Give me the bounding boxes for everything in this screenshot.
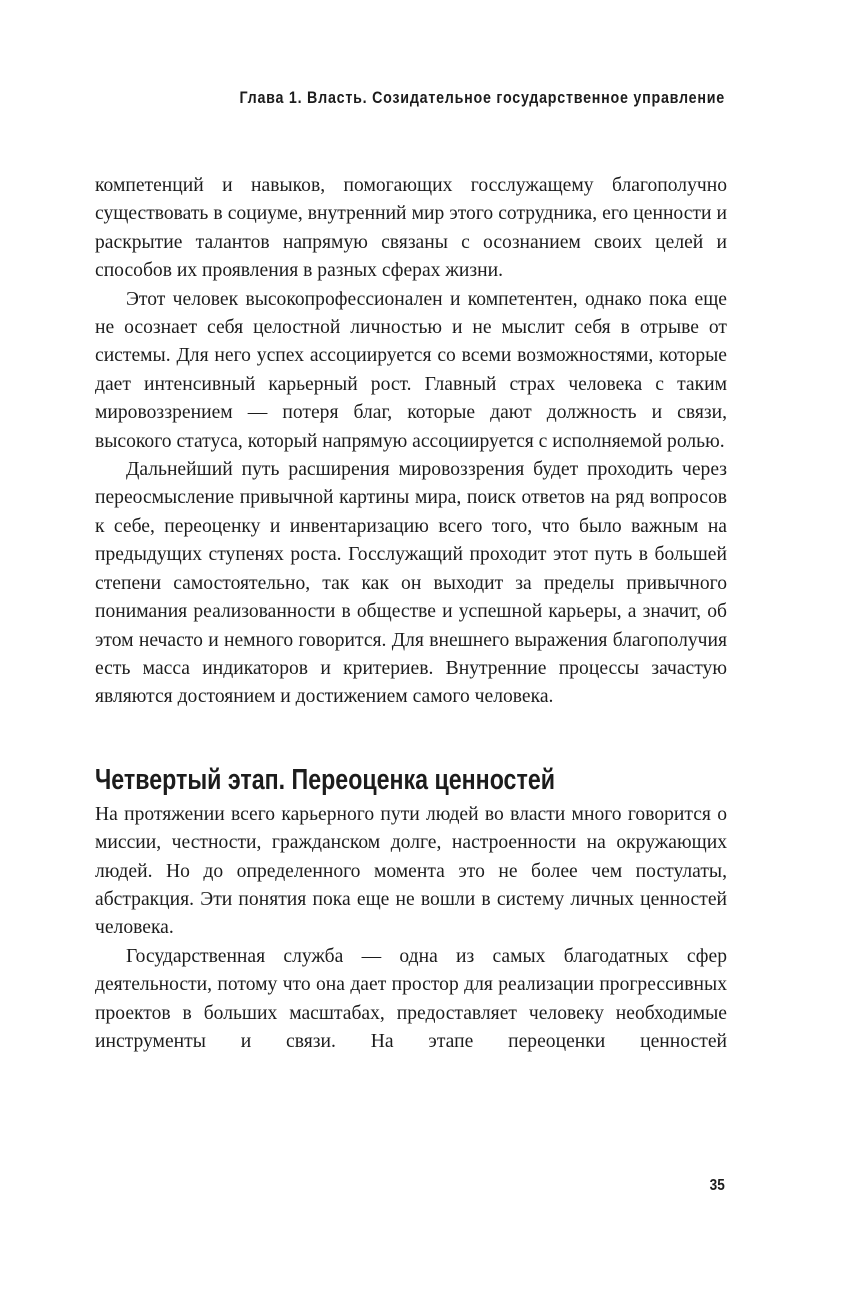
page-body <box>95 172 727 1056</box>
paragraph: Этот человек высокопрофессионален и компетентен, однако пока еще не осознает себя целостной личностью и не мыслит себя в отрыве от системы. Для него успех ассоциируется со всеми возможностями, которые дает интенсивный карьерный рост. Главный страх человека с таким мировоззрением — потеря благ, которые дают должность и связи, высокого статуса, который напрямую ассоциируется с исполняемой ролью. <box>95 288 727 452</box>
page-number: 35 <box>709 1177 725 1194</box>
paragraph: На протяжении всего карьерного пути людей во власти много говорится о миссии, честности, гражданском долге, настроенности на окружающих людей. Но до определенного момента это не более чем постулаты, абстракция. Эти понятия пока еще не вошли в систему личных ценностей человека. <box>95 803 727 939</box>
section-heading: Четвертый этап. Переоценка ценностей <box>95 763 555 796</box>
running-head: Глава 1. Власть. Созидательное государственное управление <box>239 88 725 107</box>
paragraph-last: Государственная служба — одна из самых благодатных сфер деятельности, потому что она дает простор для реализации прогрессивных проектов в больших масштабах, предоставляет человеку необходимые инструменты и связи. На этапе переоценки ценностей <box>95 945 727 1052</box>
paragraph: Дальнейший путь расширения мировоззрения будет проходить через переосмысление привычной картины мира, поиск ответов на ряд вопросов к себе, переоценку и инвентаризацию всего того, что было важным на предыдущих ступенях роста. Госслужащий проходит этот путь в большей степени самостоятельно, так как он выходит за пределы привычного понимания реализованности в обществе и успешной карьеры, а значит, об этом нечасто и немного говорится. Для внешнего выражения благополучия есть масса индикаторов и критериев. Внутренние процессы зачастую являются достоянием и достижением самого человека. <box>95 459 727 708</box>
paragraph-continued: компетенций и навыков, помогающих госслужащему благополучно существовать в социуме, внутренний мир этого сотрудника, его ценности и раскрытие талантов напрямую связаны с осознанием своих целей и способов их проявления в разных сферах жизни. <box>95 175 727 282</box>
